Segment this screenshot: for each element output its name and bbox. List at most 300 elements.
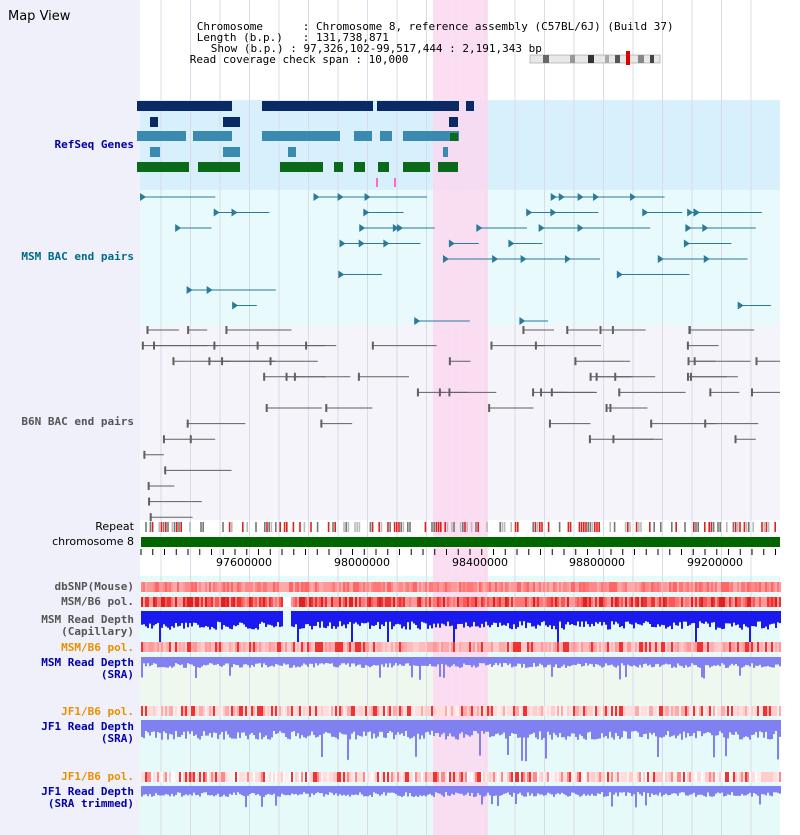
depth-bar	[339, 786, 341, 794]
heat-cell	[295, 706, 297, 716]
depth-bar	[257, 786, 259, 794]
depth-bar	[623, 611, 625, 628]
heat-cell	[527, 642, 529, 652]
heat-cell	[293, 582, 295, 592]
heat-cell	[759, 597, 761, 607]
heat-cell	[483, 772, 485, 782]
depth-bar	[335, 786, 337, 793]
heat-cell	[777, 597, 779, 607]
heat-cell	[395, 597, 397, 607]
depth-bar	[297, 786, 299, 795]
depth-bar	[335, 720, 337, 738]
depth-bar	[635, 657, 637, 666]
heat-cell	[411, 582, 413, 592]
depth-bar	[473, 657, 475, 665]
depth-bar	[205, 611, 207, 626]
heat-cell	[307, 772, 309, 782]
depth-bar	[623, 657, 625, 665]
heat-cell	[491, 582, 493, 592]
heat-cell	[613, 597, 615, 607]
depth-bar	[363, 786, 365, 796]
depth-bar	[705, 611, 707, 622]
heat-cell	[237, 772, 239, 782]
heat-cell	[721, 772, 723, 782]
repeat-mark	[515, 522, 517, 532]
heat-cell	[569, 597, 571, 607]
msm-bac-label[interactable]: MSM BAC end pairs	[21, 250, 134, 263]
heat-cell	[753, 597, 755, 607]
depth-bar	[363, 611, 365, 623]
ideogram-band	[570, 55, 575, 63]
depth-bar	[217, 611, 219, 622]
heat-cell	[651, 772, 653, 782]
show-label: Show (b.p.)	[210, 42, 284, 55]
heat-cell	[487, 597, 489, 607]
heat-cell	[729, 642, 731, 652]
heat-cell	[531, 772, 533, 782]
heat-cell	[377, 582, 379, 592]
coverage-label: Read coverage check span	[189, 53, 349, 66]
depth-bar	[263, 786, 265, 797]
heat-cell	[369, 706, 371, 716]
heat-cell	[473, 597, 475, 607]
heat-cell	[407, 642, 409, 652]
heat-cell	[425, 706, 427, 716]
depth-bar	[521, 611, 523, 625]
heat-cell	[651, 597, 653, 607]
repeat-mark	[583, 522, 585, 532]
heat-cell	[599, 706, 601, 716]
heat-cell	[745, 706, 747, 716]
heat-cell	[529, 706, 531, 716]
depth-bar	[259, 611, 261, 624]
repeat-mark	[231, 522, 233, 532]
heat-cell	[163, 642, 165, 652]
heat-cell	[611, 772, 613, 782]
heat-cell	[611, 706, 613, 716]
heat-cell	[643, 772, 645, 782]
heat-cell	[631, 706, 633, 716]
depth-bar	[223, 786, 225, 795]
heat-cell	[485, 706, 487, 716]
heat-cell	[623, 706, 625, 716]
heat-cell	[229, 582, 231, 592]
heat-cell	[457, 597, 459, 607]
repeat-mark	[279, 522, 281, 532]
heat-cell	[523, 642, 525, 652]
heat-cell	[751, 706, 753, 716]
heat-cell	[659, 582, 661, 592]
heat-cell	[157, 706, 159, 716]
heat-cell	[275, 772, 277, 782]
heat-cell	[679, 597, 681, 607]
dbsnp-label[interactable]: dbSNP(Mouse)	[54, 580, 134, 593]
heat-cell	[423, 772, 425, 782]
heat-cell	[187, 642, 189, 652]
heat-cell	[227, 642, 229, 652]
repeat-mark	[178, 522, 180, 532]
depth-bar	[673, 657, 675, 667]
heat-cell	[639, 642, 641, 652]
heat-cell	[363, 706, 365, 716]
heat-cell	[673, 772, 675, 782]
depth-bar	[547, 657, 549, 665]
heat-cell	[647, 706, 649, 716]
heat-cell	[713, 642, 715, 652]
depth-bar	[279, 611, 281, 627]
depth-bar	[347, 657, 349, 663]
heat-cell	[505, 772, 507, 782]
heat-cell	[447, 772, 449, 782]
heat-cell	[295, 597, 297, 607]
heat-cell	[751, 772, 753, 782]
depth-bar	[675, 720, 677, 738]
depth-bar	[387, 786, 389, 793]
heat-cell	[737, 706, 739, 716]
heat-cell	[361, 706, 363, 716]
heat-cell	[591, 597, 593, 607]
heat-cell	[327, 597, 329, 607]
depth-bar	[581, 611, 583, 622]
heat-cell	[181, 582, 183, 592]
heat-cell	[207, 772, 209, 782]
heat-cell	[235, 597, 237, 607]
heat-cell	[337, 706, 339, 716]
heat-cell	[369, 642, 371, 652]
heat-cell	[595, 582, 597, 592]
depth-bar	[183, 720, 185, 732]
repeat-mark	[695, 522, 697, 532]
heat-cell	[665, 597, 667, 607]
heat-cell	[271, 597, 273, 607]
heat-cell	[393, 706, 395, 716]
heat-cell	[475, 642, 477, 652]
refseq-gene	[443, 147, 448, 157]
heat-cell	[473, 706, 475, 716]
heat-cell	[453, 642, 455, 652]
heat-cell	[515, 706, 517, 716]
depth-bar	[251, 611, 253, 629]
heat-cell	[543, 582, 545, 592]
depth-bar	[639, 657, 641, 665]
depth-bar	[721, 786, 723, 793]
depth-bar	[369, 786, 371, 795]
depth-bar	[755, 657, 757, 666]
depth-bar	[167, 720, 169, 740]
heat-cell	[671, 582, 673, 592]
depth-bar	[145, 611, 147, 626]
depth-bar	[445, 786, 447, 792]
depth-bar	[501, 720, 503, 734]
depth-bar	[419, 720, 421, 739]
depth-bar	[255, 611, 257, 628]
heat-cell	[679, 642, 681, 652]
jf1-read-depth-label[interactable]: JF1 Read Depth (SRA)	[41, 720, 134, 745]
heat-cell	[477, 642, 479, 652]
heat-cell	[195, 597, 197, 607]
depth-bar	[327, 786, 329, 795]
depth-bar	[705, 657, 707, 665]
depth-bar	[735, 657, 737, 664]
heat-cell	[779, 706, 781, 716]
heat-cell	[145, 706, 147, 716]
depth-bar	[221, 720, 223, 732]
heat-cell	[281, 706, 283, 716]
heat-cell	[509, 706, 511, 716]
depth-bar	[721, 657, 723, 663]
heat-cell	[311, 642, 313, 652]
b6n-bac-end	[566, 326, 568, 334]
refseq-gene	[466, 101, 474, 111]
depth-bar	[627, 611, 629, 622]
depth-bar	[767, 720, 769, 739]
heat-cell	[301, 642, 303, 652]
heat-cell	[721, 582, 723, 592]
depth-bar	[237, 786, 239, 792]
depth-bar	[459, 611, 461, 624]
depth-bar	[453, 786, 455, 795]
heat-cell	[689, 772, 691, 782]
depth-bar	[249, 786, 251, 794]
heat-cell	[519, 706, 521, 716]
depth-bar	[737, 611, 739, 625]
heat-cell	[297, 597, 299, 607]
depth-bar	[169, 657, 171, 666]
depth-bar	[299, 786, 301, 794]
depth-bar	[481, 657, 483, 663]
depth-bar	[367, 720, 369, 732]
depth-bar	[461, 786, 463, 794]
heat-cell	[397, 706, 399, 716]
jf1-b6-pol-label-1[interactable]: JF1/B6 pol.	[61, 705, 134, 718]
jf1-read-depth-trimmed-label[interactable]: JF1 Read Depth (SRA trimmed)	[41, 785, 134, 810]
repeat-mark	[587, 522, 589, 532]
heat-cell	[647, 597, 649, 607]
msm-read-depth-capillary-label[interactable]: MSM Read Depth (Capillary)	[41, 613, 134, 638]
depth-bar	[597, 720, 599, 739]
heat-cell	[645, 597, 647, 607]
depth-bar	[711, 611, 713, 623]
depth-bar	[177, 657, 179, 664]
heat-cell	[463, 772, 465, 782]
heat-cell	[161, 642, 163, 652]
depth-bar	[241, 611, 243, 623]
depth-bar	[153, 786, 155, 796]
jf1-b6-pol-label-2[interactable]: JF1/B6 pol.	[61, 770, 134, 783]
repeat-mark	[348, 522, 350, 532]
depth-bar	[491, 611, 493, 625]
refseq-genes-label[interactable]: RefSeq Genes	[54, 138, 134, 151]
depth-bar	[365, 720, 367, 736]
depth-bar	[223, 657, 225, 665]
depth-bar	[149, 657, 151, 666]
depth-bar	[661, 657, 663, 665]
depth-bar	[605, 786, 607, 796]
heat-cell	[455, 597, 457, 607]
heat-cell	[497, 597, 499, 607]
b6n-bac-end	[755, 357, 757, 365]
heat-cell	[701, 706, 703, 716]
depth-bar	[749, 611, 751, 646]
heat-cell	[151, 642, 153, 652]
heat-cell	[239, 642, 241, 652]
depth-bar	[417, 720, 419, 734]
heat-cell	[161, 772, 163, 782]
chromosome-bar	[141, 537, 780, 547]
depth-bar	[229, 611, 231, 629]
depth-bar	[701, 720, 703, 736]
heat-cell	[495, 706, 497, 716]
heat-cell	[379, 597, 381, 607]
depth-bar	[405, 611, 407, 629]
depth-bar	[635, 720, 637, 731]
depth-bar	[399, 611, 401, 625]
b6n-bac-end	[257, 342, 259, 350]
heat-cell	[535, 582, 537, 592]
heat-cell	[441, 582, 443, 592]
heat-cell	[761, 597, 763, 607]
heat-cell	[607, 642, 609, 652]
depth-bar	[709, 720, 711, 733]
heat-cell	[713, 582, 715, 592]
heat-cell	[243, 772, 245, 782]
depth-bar	[331, 657, 333, 663]
heat-cell	[299, 772, 301, 782]
heat-cell	[499, 706, 501, 716]
depth-bar	[691, 786, 693, 794]
depth-bar	[221, 657, 223, 667]
heat-cell	[623, 642, 625, 652]
b6n-bac-end	[540, 388, 542, 396]
heat-cell	[625, 706, 627, 716]
heat-cell	[259, 642, 261, 652]
depth-bar	[673, 720, 675, 735]
depth-bar	[167, 657, 169, 668]
b6n-bac-label[interactable]: B6N BAC end pairs	[21, 415, 134, 428]
heat-cell	[319, 772, 321, 782]
heat-cell	[747, 772, 749, 782]
heat-cell	[579, 706, 581, 716]
heat-cell	[675, 642, 677, 652]
heat-cell	[207, 582, 209, 592]
b6n-bac-end	[150, 513, 152, 521]
depth-bar	[279, 720, 281, 731]
repeat-mark	[304, 522, 306, 532]
heat-cell	[443, 706, 445, 716]
heat-cell	[523, 582, 525, 592]
depth-bar	[665, 611, 667, 629]
heat-cell	[457, 772, 459, 782]
depth-bar	[743, 786, 745, 796]
depth-bar	[775, 786, 777, 792]
heat-cell	[663, 772, 665, 782]
heat-cell	[733, 642, 735, 652]
heat-cell	[175, 582, 177, 592]
depth-bar	[225, 657, 227, 664]
heat-cell	[283, 642, 285, 652]
heat-cell	[297, 582, 299, 592]
heat-cell	[687, 582, 689, 592]
depth-bar	[333, 786, 335, 795]
depth-bar	[761, 786, 763, 794]
heat-cell	[651, 642, 653, 652]
ruler-tick-label: 98800000	[569, 556, 625, 569]
depth-bar	[503, 657, 505, 663]
heat-cell	[271, 706, 273, 716]
heat-cell	[463, 597, 465, 607]
depth-bar	[629, 720, 631, 739]
depth-bar	[633, 786, 635, 794]
heat-cell	[387, 706, 389, 716]
depth-bar	[309, 611, 311, 626]
b6n-bac-end	[650, 420, 652, 428]
depth-bar	[399, 786, 401, 796]
depth-bar	[599, 720, 601, 738]
depth-bar	[321, 657, 323, 663]
depth-bar	[365, 611, 367, 623]
heat-cell	[469, 706, 471, 716]
heat-cell	[377, 597, 379, 607]
b6n-bac-end	[704, 420, 706, 428]
heat-cell	[243, 582, 245, 592]
depth-bar	[729, 720, 731, 732]
heat-cell	[441, 706, 443, 716]
heat-cell	[671, 772, 673, 782]
repeat-mark	[708, 522, 710, 532]
repeat-mark	[425, 522, 427, 532]
repeat-mark	[447, 522, 449, 532]
heat-cell	[203, 706, 205, 716]
depth-bar	[251, 786, 253, 793]
heat-cell	[257, 582, 259, 592]
heat-cell	[441, 772, 443, 782]
depth-bar	[247, 786, 249, 796]
refseq-gene	[438, 162, 458, 172]
heat-cell	[553, 597, 555, 607]
depth-bar	[657, 611, 659, 624]
heat-cell	[479, 597, 481, 607]
ruler-tick-label: 98000000	[334, 556, 390, 569]
repeat-mark	[675, 522, 677, 532]
msm-b6-pol-label-2[interactable]: MSM/B6 pol.	[61, 641, 134, 654]
heat-cell	[769, 772, 771, 782]
repeat-mark	[372, 522, 374, 532]
heat-cell	[579, 582, 581, 592]
heat-cell	[173, 597, 175, 607]
depth-bar	[383, 720, 385, 738]
heat-cell	[553, 772, 555, 782]
heat-cell	[541, 772, 543, 782]
heat-cell	[179, 582, 181, 592]
heat-cell	[621, 772, 623, 782]
depth-bar	[693, 786, 695, 793]
heat-cell	[629, 597, 631, 607]
heat-cell	[465, 772, 467, 782]
depth-bar	[329, 657, 331, 664]
depth-bar	[281, 657, 283, 666]
depth-bar	[685, 720, 687, 738]
heat-cell	[245, 582, 247, 592]
chromosome-label: Chromosome	[196, 20, 263, 33]
msm-b6-pol-label-1[interactable]: MSM/B6 pol.	[61, 595, 134, 608]
repeat-mark	[581, 522, 583, 532]
msm-read-depth-sra-label[interactable]: MSM Read Depth (SRA)	[41, 656, 134, 681]
heat-cell	[611, 642, 613, 652]
repeat-mark	[345, 522, 347, 532]
heat-cell	[431, 772, 433, 782]
depth-bar	[595, 786, 597, 796]
depth-bar	[565, 611, 567, 624]
